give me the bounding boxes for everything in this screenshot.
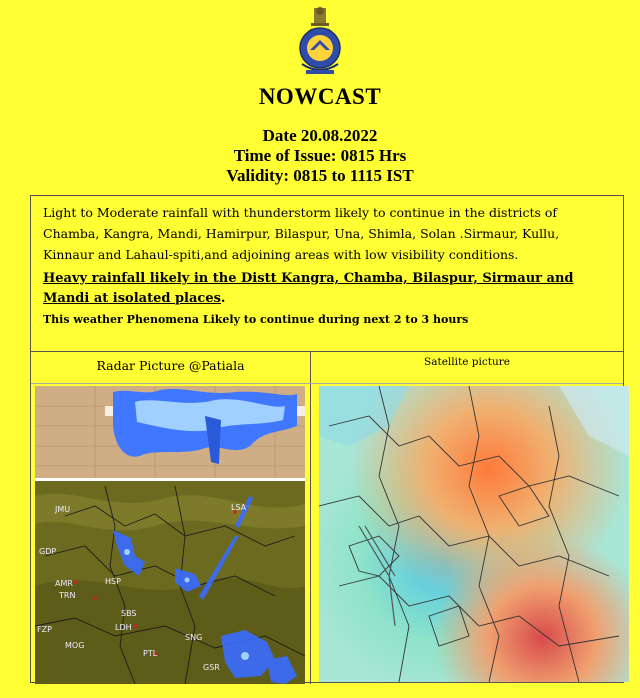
satellite-image bbox=[319, 386, 629, 682]
radar-label-sbs: SBS bbox=[121, 609, 137, 618]
radar-label-jmu: JMU bbox=[55, 505, 71, 514]
time-of-issue-line: Time of Issue: 0815 Hrs bbox=[233, 146, 407, 165]
radar-image bbox=[35, 386, 305, 684]
radar-label-ldh: LDH bbox=[115, 623, 132, 632]
radar-label-hsp: HSP bbox=[105, 577, 121, 586]
duration-note: This weather Phenomena Likely to continue during next 2 to 3 hours bbox=[43, 313, 469, 326]
radar-label-trn: TRN bbox=[59, 591, 76, 600]
heavy-rainfall-warning bbox=[43, 269, 613, 309]
radar-label-fzp: FZP bbox=[37, 625, 52, 634]
forecast-text-cell bbox=[31, 196, 623, 352]
validity-line: Validity: 0815 to 1115 IST bbox=[226, 166, 414, 185]
radar-label-gsr: GSR bbox=[203, 663, 220, 672]
heavy-rainfall-suffix: . bbox=[220, 291, 226, 306]
column-divider bbox=[310, 352, 311, 684]
forecast-summary: Light to Moderate rainfall with thunderstorm likely to continue in the districts of Chamba, Kangra, Mandi, Hamirpur, Bilaspur, Una, Shimla, Solan .Sirmaur, Kullu, Kinnaur and Lahaul-spiti,and adjoining areas with low visibility conditions. bbox=[43, 205, 560, 262]
issue-details bbox=[0, 126, 640, 186]
radar-label-gdp: GDP bbox=[39, 547, 57, 556]
radar-label-sng: SNG bbox=[185, 633, 203, 642]
forecast-table bbox=[30, 195, 624, 683]
page-title: NOWCAST bbox=[258, 84, 382, 109]
imd-emblem-logo bbox=[292, 6, 348, 78]
date-line: Date 20.08.2022 bbox=[262, 126, 378, 145]
caption-divider bbox=[31, 383, 623, 384]
heavy-rainfall-text: Heavy rainfall likely in the Distt Kangra, Chamba, Bilaspur, Sirmaur and Mandi at isolated places bbox=[43, 271, 574, 306]
radar-label-mog: MOG bbox=[65, 641, 85, 650]
radar-label-amr: AMR bbox=[55, 579, 73, 588]
satellite-caption: Satellite picture bbox=[424, 356, 510, 368]
radar-label-ptl: PTL bbox=[143, 649, 158, 658]
radar-caption: Radar Picture @Patiala bbox=[96, 358, 245, 373]
radar-label-lsa: LSA bbox=[231, 503, 247, 512]
